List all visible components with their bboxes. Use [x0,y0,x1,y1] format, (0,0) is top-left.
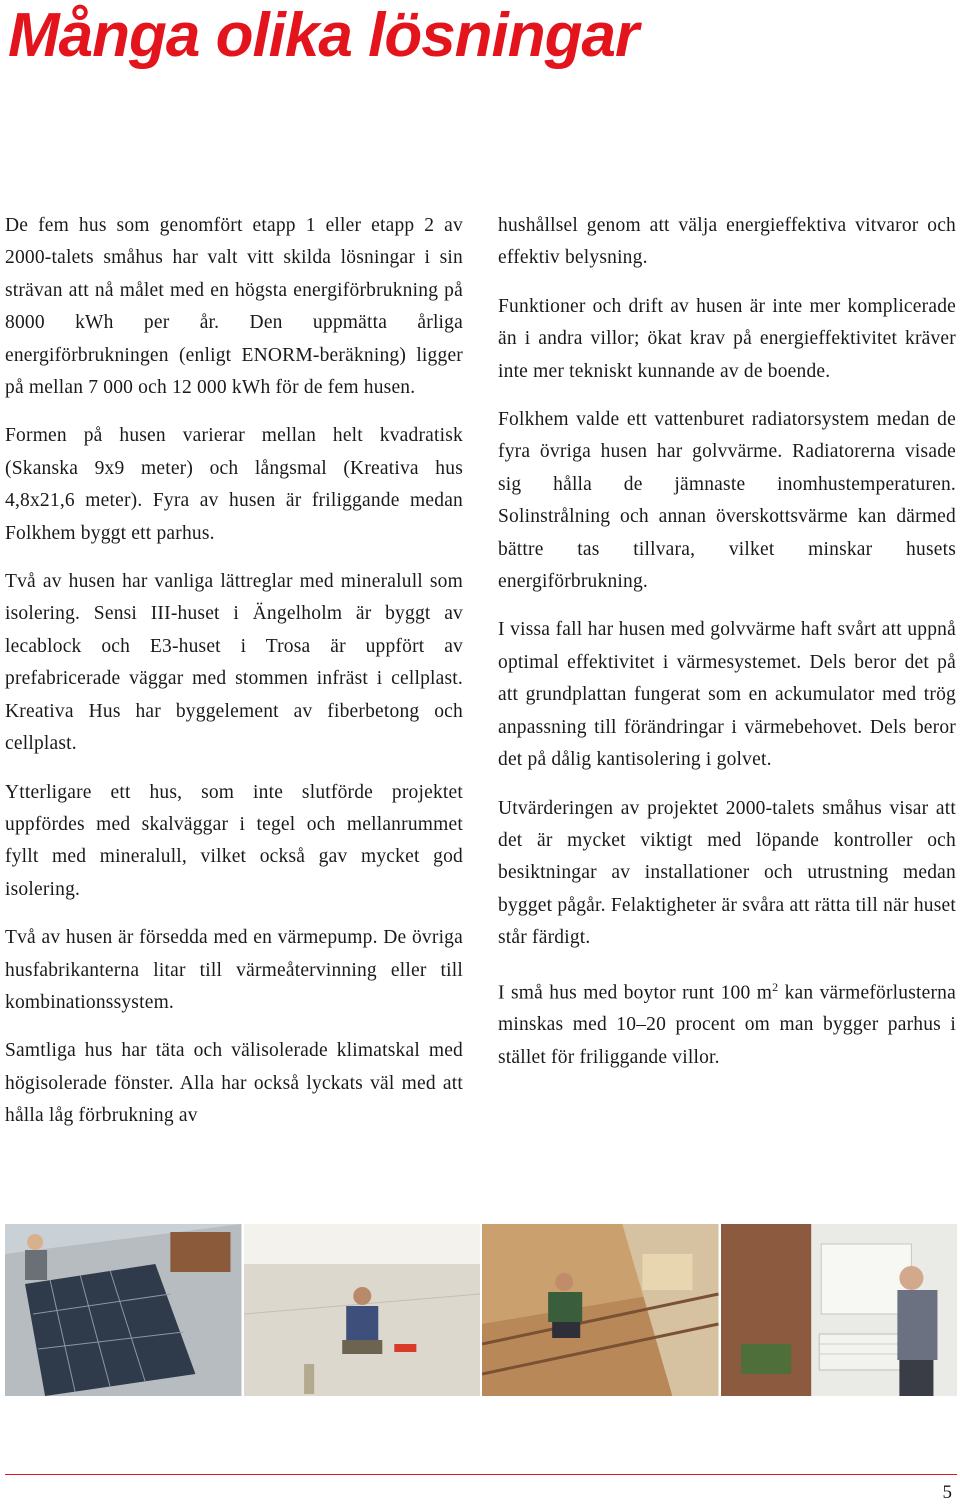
photo-worker-floor [244,1224,481,1396]
page-number: 5 [942,1482,952,1503]
paragraph: Två av husen är försedda med en värmepump. De övriga husfabrikanterna litar till värmeåtervinning eller till kombinationssystem. [5,927,463,1013]
paragraph: Formen på husen varierar mellan helt kvadratisk (Skanska 9x9 meter) och långsmal (Kreativa hus 4,8x21,6 meter). Fyra av husen är friliggande medan Folkhem byggt ett parhus. [5,425,463,544]
paragraph: Ytterligare ett hus, som inte slutförde projektet uppfördes med skalväggar i tegel och mellanrummet fyllt med mineralull, vilket också gav mycket god isolering. [5,781,463,900]
text-part: I små hus med boytor runt 100 m [498,982,773,1004]
paragraph: Två av husen har vanliga lättreglar med mineralull som isolering. Sensi III-huset i Ängelholm är byggt av lecablock och E3-huset i Trosa är uppfört av prefabricerade väggar med stommen infräst i cellplast. Kreativa Hus har byggelement av fiberbetong och cellplast. [5,571,463,755]
photo-solar-panels [5,1224,242,1396]
superscript-2: 2 [772,979,779,994]
page-title: Många olika lösningar [8,1,639,70]
footer-rule [5,1474,957,1475]
paragraph: De fem hus som genomfört etapp 1 eller etapp 2 av 2000-talets småhus har valt vitt skilda lösningar i sin strävan att nå målet med en högsta energiförbrukning på 8000 kWh per år. Den uppmätta årliga energiförbrukningen (enligt ENORM-beräkning) ligger på mellan 7 000 och 12 000 kWh för de fem husen. [5,215,463,399]
paragraph-with-superscript [498,971,956,1075]
paragraph: Utvärderingen av projektet 2000-talets småhus visar att det är mycket viktigt med löpande kontroller och besiktningar av installationer och utrustning medan bygget pågår. Felaktigheter är svåra att rätta till när huset står färdigt. [498,797,956,949]
photo-man-radiator [721,1224,958,1396]
paragraph: Funktioner och drift av husen är inte mer komplicerade än i andra villor; ökat krav på energieffektivitet kräver inte mer tekniskt kunnande av de boende. [498,295,956,382]
paragraph: Folkhem valde ett vattenburet radiatorsystem medan de fyra övriga husen har golvvärme. Radiatorerna visade sig hålla de jämnaste inomhustemperaturen. Solinstrålning och annan överskottsvärme kan därmed bättre tas tillvara, vilket minskar husets energiförbrukning. [498,409,956,593]
right-column [498,210,956,1090]
photo-worker-roof [482,1224,719,1396]
text-part: kan värmeförlusterna minskas med 10–20 procent om man bygger parhus i stället för friliggande villor. [498,982,956,1068]
paragraph: I vissa fall har husen med golvvärme haft svårt att uppnå optimal effektivitet i värmesystemet. Dels beror det på att grundplattan fungerat som en ackumulator med trög anpassning till förändringar i värmebehovet. Dels beror det på dålig kantisolering i golvet. [498,619,956,771]
paragraph: hushållsel genom att välja energieffektiva vitvaror och effektiv belysning. [498,215,956,269]
photo-strip [5,1224,957,1396]
left-column [5,210,463,1149]
paragraph: Samtliga hus har täta och välisolerade klimatskal med högisolerade fönster. Alla har också lyckats väl med att hålla låg förbrukning av [5,1040,463,1127]
